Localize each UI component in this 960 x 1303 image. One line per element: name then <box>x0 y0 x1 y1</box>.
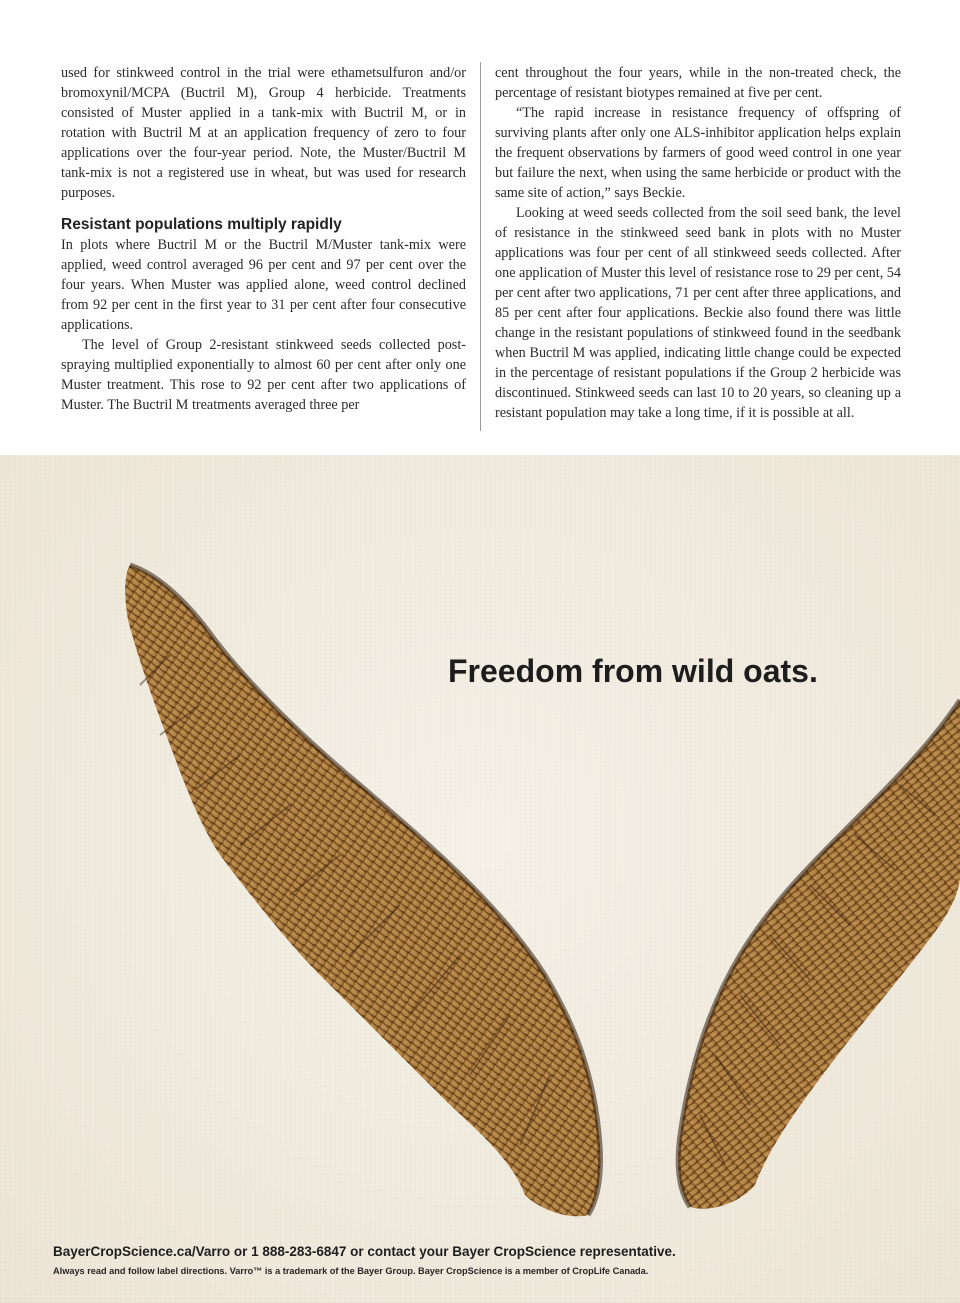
column-divider <box>480 62 481 431</box>
advertisement <box>0 455 960 1303</box>
ad-headline: Freedom from wild oats. <box>448 653 818 689</box>
article-paragraph: used for stinkweed control in the trial were ethametsulfuron and/or bromoxynil/MCPA (Buctril M), Group 4 herbicide. Treatments consisted of Muster applied in a tank-mix with Buctril M, or in rotation with Buctril M at an application frequency of zero to four applications over the four-year period. Note, the Muster/Buctril M tank-mix is not a registered use in wheat, but was used for research purposes. <box>61 65 466 201</box>
ad-contact-line: BayerCropScience.ca/Varro or 1 888-283-6847 or contact your Bayer CropScience representative. <box>53 1244 676 1259</box>
article-paragraph: In plots where Buctril M or the Buctril M/Muster tank-mix were applied, weed control averaged 96 per cent and 97 per cent over the four years. When Muster was applied alone, weed control declined from 92 per cent in the first year to 31 per cent after four consecutive applications. <box>61 237 466 333</box>
article-left-column <box>61 63 466 415</box>
article-section <box>0 0 960 455</box>
wheat-wings-illustration <box>0 455 960 1303</box>
right-wing <box>678 700 960 1209</box>
ad-disclaimer: Always read and follow label directions. Varro™ is a trademark of the Bayer Group. Bayer CropScience is a member of CropLife Canada. <box>53 1266 649 1276</box>
article-right-column <box>495 63 901 423</box>
article-paragraph: cent throughout the four years, while in the non-treated check, the percentage of resistant biotypes remained at five per cent. <box>495 65 901 101</box>
article-paragraph: “The rapid increase in resistance frequency of offspring of surviving plants after only one ALS-inhibitor application helps explain the frequent observations by farmers of good weed control in one year but failure the next, when using the same herbicide or product with the same site of action,” says Beckie. <box>495 105 901 201</box>
article-subheading: Resistant populations multiply rapidly <box>61 216 342 233</box>
article-paragraph: The level of Group 2-resistant stinkweed seeds collected post-spraying multiplied exponentially to almost 60 per cent after only one Muster treatment. This rose to 92 per cent after two applications of Muster. The Buctril M treatments averaged three per <box>61 337 466 413</box>
article-paragraph: Looking at weed seeds collected from the soil seed bank, the level of resistance in the stinkweed seed bank in plots with no Muster applications was four per cent of all stinkweed seeds collected. After one application of Muster this level of resistance rose to 29 per cent, 54 per cent after two applications, 71 per cent after three applications, and 85 per cent after four applications. Beckie also found there was little change in the resistant populations of stinkweed found in the seedbank when Buctril M was applied, indicating little change could be expected in the percentage of resistant populations if the Group 2 herbicide was discontinued. Stinkweed seeds can last 10 to 20 years, so cleaning up a resistant population may take a long time, if it is possible at all. <box>495 205 901 421</box>
